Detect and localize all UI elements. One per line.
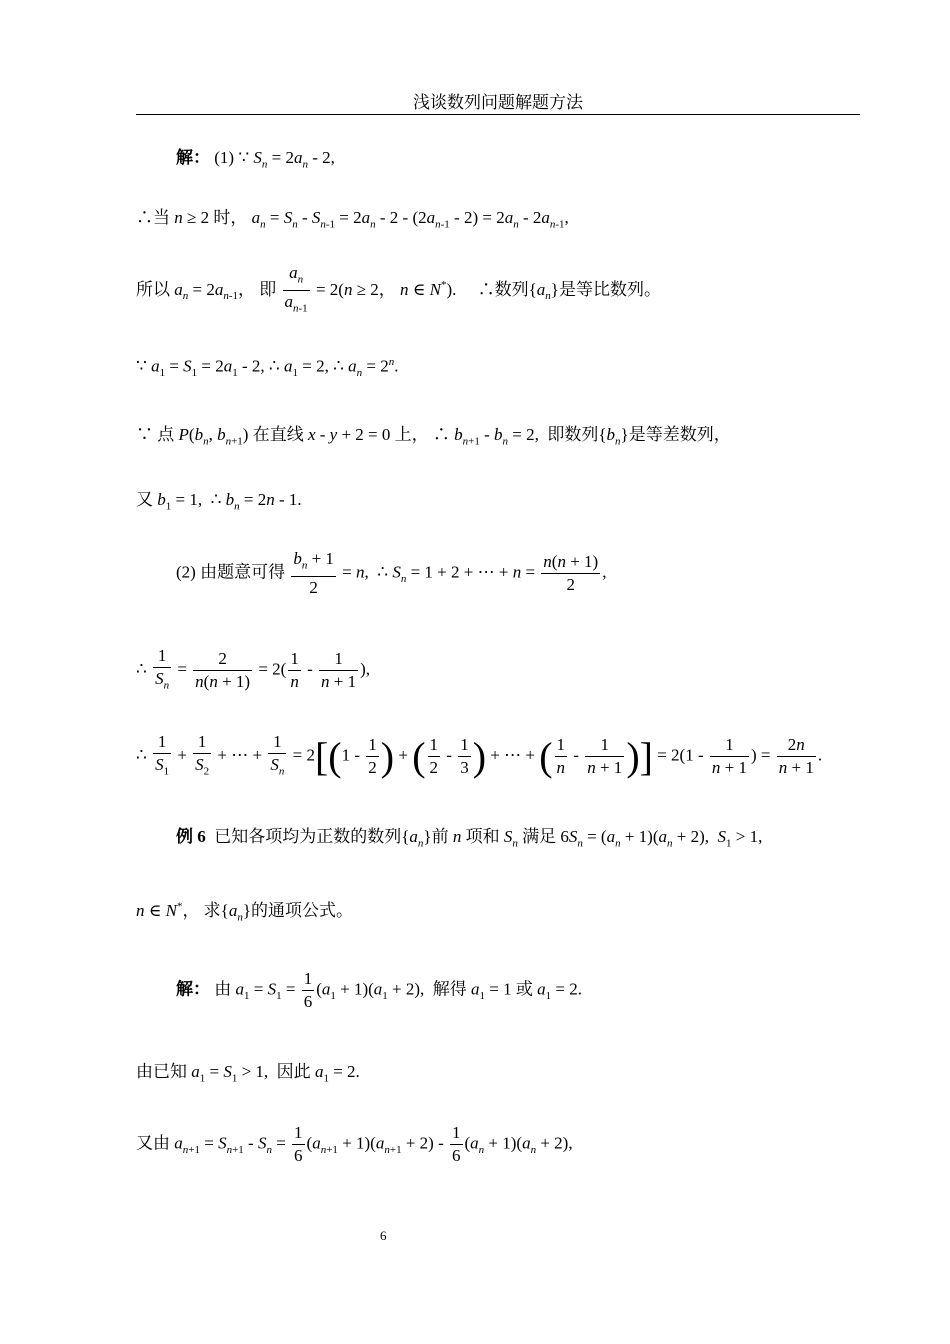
fraction: $\frac{1}{n}$ xyxy=(556,735,566,778)
fraction: $\frac{b_n + 1}{2}$ xyxy=(293,549,334,598)
line-9: ∴ $\frac{1}{S_1}$ + $\frac{1}{S_2}$ + ⋯ + $\frac{1}{S_n}$ = 2[(1 - $\frac{1}{2}$ ) + ( $\frac{1}{2}$ - $\frac{1}{3}$ ) + ⋯ + ( $\frac{1}{n}$ - $\frac{1}{n + 1}$ )] = 2(1 - $\frac{1}{n + 1}$ ) = $\frac{2n}{n + 1}$ . xyxy=(136,731,822,782)
page-header: 浅谈数列问题解题方法 xyxy=(136,92,860,115)
fraction: $\frac{1}{2}$ xyxy=(368,735,377,778)
fraction: $\frac{1}{n + 1}$ xyxy=(321,649,357,692)
line-6: 又 $b_1 = 1$, ∴ $b_n = 2n - 1$. xyxy=(136,490,302,513)
line-10: 例 6 已知各项均为正数的数列$\{a_n\}$前 n 项和 $S_n$ 满足 $6S_n = (a_n + 1)(a_n + 2)$, $S_1 > 1$, xyxy=(176,827,763,850)
line-5: ∵ 点 $P(b_n$, $b_{n+1}$) 在直线 x - y + 2 = 0 上， ∴ $b_{n+1} - b_n = 2$, 即数列$\{b_n\}$是等差数列， xyxy=(136,425,731,448)
fraction: $\frac{1}{S_1}$ xyxy=(155,732,170,778)
line-8: ∴ $\frac{1}{S_n}$ = $\frac{2}{n(n + 1)}$ = 2( $\frac{1}{n}$ - $\frac{1}{n + 1}$ ), xyxy=(136,645,370,696)
line-1 xyxy=(176,143,335,170)
fraction: $\frac{2}{n(n + 1)}$ xyxy=(195,649,251,692)
fraction: $\frac{1}{6}$ xyxy=(294,1123,303,1165)
fraction: $\frac{n(n + 1)}{2}$ xyxy=(543,552,599,595)
fraction: $\frac{1}{6}$ xyxy=(303,969,313,1011)
fraction: $\frac{1}{n}$ xyxy=(290,649,299,692)
fraction: $\frac{2n}{n + 1}$ xyxy=(778,735,814,778)
line-14: 又由 $a_{n+1} = S_{n+1} - S_n$ = $\frac{1}{6}$ $(a_{n+1} + 1)(a_{n+1} + 2)$ - $\frac{1}{6}$ $(a_n + 1)(a_n + 2)$, xyxy=(136,1123,573,1165)
fraction: $\frac{1}{n + 1}$ xyxy=(587,735,623,778)
fraction: $\frac{1}{S_2}$ xyxy=(195,732,210,778)
fraction: $\frac{1}{3}$ xyxy=(460,735,469,778)
line-7: (2) 由题意可得 $\frac{b_n + 1}{2}$ = n, ∴ $S_n = 1 + 2$ + ⋯ + n = $\frac{n(n + 1)}{2}$ , xyxy=(176,549,607,598)
fraction: $\frac{1}{6}$ xyxy=(452,1123,461,1165)
line-13: 由已知 $a_1 = S_1 > 1$, 因此 $a_1 = 2$. xyxy=(136,1062,360,1085)
line-12: 解： 由 $a_1 = S_1$ = $\frac{1}{6}$ $(a_1 + 1)(a_1 + 2)$, 解得 $a_1 = 1$ 或 $a_1 = 2$. xyxy=(176,969,582,1011)
solution-label-2: 解： xyxy=(176,979,210,999)
line-11: n ∈ N*， 求$\{a_n\}$的通项公式。 xyxy=(136,900,354,924)
line-3: 所以 $a_n = 2a_{n-1}$， 即 $\frac{a_n}{a_{n-1}}$ = 2(n ≥ 2， n ∈ N*). ∴数列$\{a_n\}$是等比数列。 xyxy=(136,262,661,320)
line-2: ∴当 n ≥ 2 时， $a_n = S_n - S_{n-1} = 2a_n - 2 - (2a_{n-1} - 2) = 2a_n - 2a_{n-1}$, xyxy=(136,208,569,231)
fraction: $\frac{1}{2}$ xyxy=(429,735,439,778)
solution-label: 解： xyxy=(176,148,210,167)
fraction: $\frac{1}{S_n}$ xyxy=(270,732,285,778)
line-1-text: (1) ∵ $S_n = 2a_n - 2$, xyxy=(214,148,335,171)
page-number: 6 xyxy=(380,1228,387,1243)
fraction: $\frac{1}{S_n}$ xyxy=(155,646,170,692)
line-4: ∵ $a_1 = S_1 = 2a_1 - 2$, ∴ $a_1 = 2$, ∴ $a_n = 2^n$. xyxy=(136,356,399,380)
fraction: $\frac{a_n}{a_{n-1}}$ xyxy=(284,263,308,315)
example-label: 例 6 xyxy=(176,827,206,846)
fraction: $\frac{1}{n + 1}$ xyxy=(711,735,747,778)
